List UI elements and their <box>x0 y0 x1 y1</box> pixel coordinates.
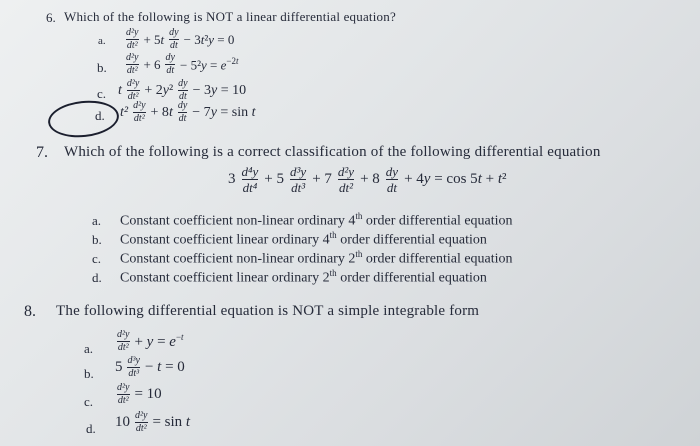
q8-option-c-equation <box>115 383 162 406</box>
q8-option-d-equation <box>115 411 190 434</box>
q7-option-d-letter: d. <box>92 270 102 285</box>
q7-option-b-text: Constant coefficient linear ordinary 4th order differential equation <box>120 230 487 248</box>
q6-option-d-letter: d. <box>95 108 105 123</box>
term: − $5^2y = e^{-2t}$ <box>179 55 239 73</box>
q8-option-b-equation <box>115 356 185 379</box>
fraction: $\frac{\text{d³y}}{\text{dt³}}$ <box>290 164 307 195</box>
fraction: $\frac{dy}{dt}$ <box>178 78 188 102</box>
term: − 7y = sin t <box>192 104 256 120</box>
q7-equation <box>228 165 507 194</box>
q6-option-d-equation <box>120 101 256 124</box>
q6-option-b-letter: b. <box>97 60 107 75</box>
term: t <box>118 82 122 98</box>
q6-option-a-letter: a. <box>98 35 106 47</box>
term: + 4y = cos 5t + t² <box>404 171 507 187</box>
term: 10 <box>115 414 130 430</box>
term: − 3y = 10 <box>192 82 247 98</box>
q6-option-a-equation <box>124 28 234 51</box>
q8-option-a-equation <box>115 330 184 353</box>
fraction: $\frac{dy}{dt}$ <box>169 27 179 51</box>
fraction: $\frac{\text{d²y}}{\text{dt²}}$ <box>126 78 140 102</box>
fraction: $\frac{dy}{dt}$ <box>385 164 399 195</box>
term: = 10 <box>134 386 162 402</box>
fraction: $\frac{dy}{dt}$ <box>165 52 175 76</box>
q6-option-c-equation <box>118 79 246 102</box>
q7-option-a-text: Constant coefficient non-linear ordinary 4th order differential equation <box>120 211 513 229</box>
term: = sin t <box>152 414 191 430</box>
question-7-number: 7. <box>36 144 48 161</box>
term: + 6 <box>143 56 161 72</box>
term: t² <box>120 104 129 120</box>
question-6-text: Which of the following is NOT a linear differential equation? <box>64 9 396 24</box>
term: 5 <box>115 359 123 375</box>
term: + 7 <box>312 171 332 187</box>
fraction: $\frac{\text{d⁴y}}{\text{dt⁴}}$ <box>241 164 259 195</box>
fraction: $\frac{\text{d²y}}{\text{dt²}}$ <box>126 27 139 51</box>
fraction: $\frac{\text{d²y}}{\text{dt²}}$ <box>135 410 148 434</box>
fraction: $\frac{\text{d²y}}{\text{dt²}}$ <box>117 382 130 406</box>
q7-option-a-letter: a. <box>92 213 102 228</box>
term: + 8t <box>150 104 173 120</box>
term: + 8 <box>360 171 380 187</box>
fraction: $\frac{dy}{dt}$ <box>177 100 188 124</box>
q6-option-c-letter: c. <box>97 86 107 101</box>
term: + $y = e^{-t}$ <box>134 332 184 350</box>
answer-circle <box>46 97 120 140</box>
q8-option-d-letter: d. <box>86 421 96 436</box>
question-7-text: Which of the following is a correct classification of the following differential equation <box>64 144 601 160</box>
q7-option-b-letter: b. <box>92 232 102 247</box>
q7-option-c-text: Constant coefficient non-linear ordinary 2th order differential equation <box>120 249 513 267</box>
fraction: $\frac{\text{d²y}}{\text{dt²}}$ <box>126 52 139 76</box>
fraction: $\frac{\text{d²y}}{\text{dt²}}$ <box>337 164 355 195</box>
term: − t = 0 <box>144 359 185 375</box>
q7-option-d-text: Constant coefficient linear ordinary 2th order differential equation <box>120 268 487 286</box>
question-8-text: The following differential equation is NOT a simple integrable form <box>56 303 480 319</box>
term: + 2y² <box>144 82 174 98</box>
term: + 5t <box>143 31 165 47</box>
term: 3 <box>228 171 236 187</box>
fraction: $\frac{\text{d³y}}{\text{dt³}}$ <box>127 355 140 379</box>
q8-option-b-letter: b. <box>84 366 94 381</box>
term: + 5 <box>264 171 285 187</box>
q8-option-c-letter: c. <box>84 394 94 409</box>
fraction: $\frac{\text{d²y}}{\text{dt²}}$ <box>133 100 146 124</box>
q7-option-c-letter: c. <box>92 251 102 266</box>
q8-option-a-letter: a. <box>84 341 94 356</box>
question-8-number: 8. <box>24 303 36 320</box>
q6-option-b-equation <box>124 53 238 76</box>
question-6-number: 6. <box>46 10 56 25</box>
term: − 3t²y = 0 <box>183 31 235 47</box>
fraction: $\frac{\text{d²y}}{\text{dt²}}$ <box>117 329 130 353</box>
